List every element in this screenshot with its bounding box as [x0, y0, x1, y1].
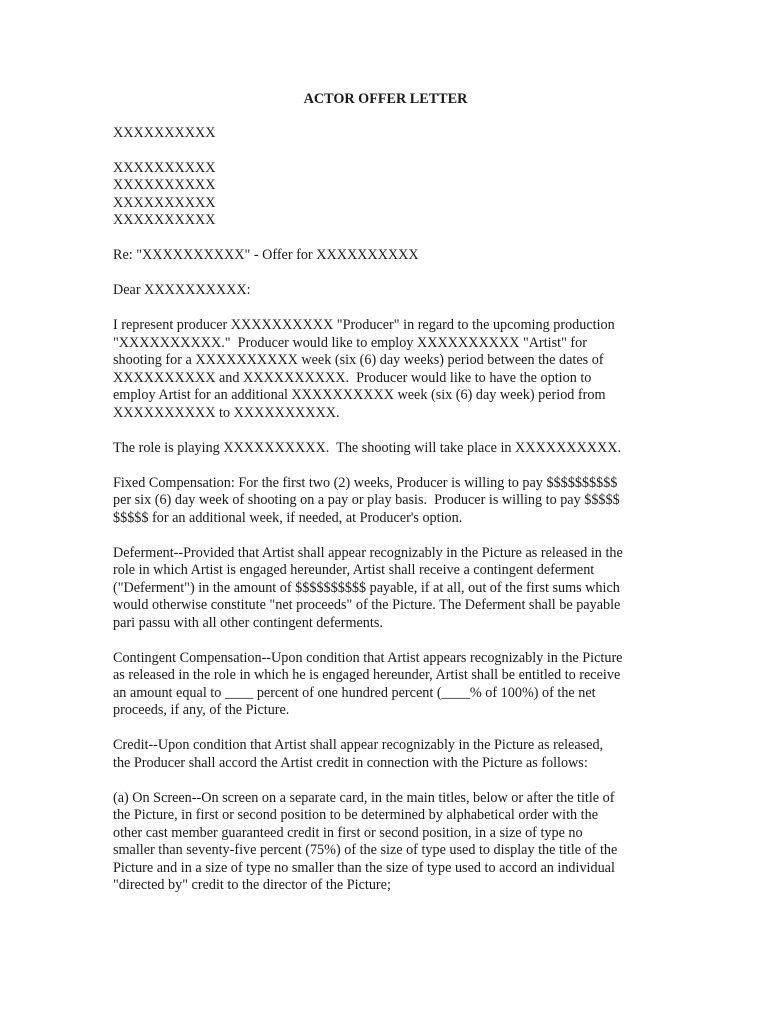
paragraph-line: I represent producer XXXXXXXXXX "Producer" in regard to the upcoming production	[113, 317, 615, 333]
letter-title: ACTOR OFFER LETTER	[303, 91, 468, 107]
paragraph-line: Credit--Upon condition that Artist shall appear recognizably in the Picture as released,	[113, 737, 604, 753]
paragraph-deferment	[113, 545, 658, 633]
paragraph-line: XXXXXXXXXX and XXXXXXXXXX. Producer would like to have the option to	[113, 369, 592, 386]
address-line: XXXXXXXXXX	[113, 159, 216, 176]
paragraph-role	[113, 440, 658, 458]
paragraph-line: would otherwise constitute "net proceeds" of the Picture. The Deferment shall be payable	[113, 597, 621, 613]
paragraph-line: ("Deferment") in the amount of $$$$$$$$$$ payable, if at all, out of the first sums which	[113, 579, 620, 596]
paragraph-credit	[113, 737, 658, 772]
paragraph-fixed-compensation	[113, 475, 658, 528]
paragraph-line: the Producer shall accord the Artist credit in connection with the Picture as follows:	[113, 754, 588, 771]
paragraph-intro	[113, 317, 658, 422]
paragraph-line: role in which Artist is engaged hereunder, Artist shall receive a contingent deferment	[113, 562, 595, 578]
paragraph-line: proceeds, if any, of the Picture.	[113, 702, 290, 718]
re-line	[113, 247, 658, 265]
paragraph-line: Deferment--Provided that Artist shall appear recognizably in the Picture as released in the	[113, 544, 623, 561]
address-line: XXXXXXXXXX	[113, 212, 216, 228]
date-text: XXXXXXXXXX	[113, 124, 216, 141]
paragraph-line: "XXXXXXXXXX." Producer would like to employ XXXXXXXXXX "Artist" for	[113, 334, 587, 351]
paragraph-line: the Picture, in first or second position to be determined by alphabetical order with the	[113, 807, 599, 823]
paragraph-line: Fixed Compensation: For the first two (2) weeks, Producer is willing to pay $$$$$$$$$$	[113, 474, 618, 491]
paragraph-line: Picture and in a size of type no smaller than the size of type used to accord an individual	[113, 859, 615, 876]
recipient-address	[113, 160, 658, 230]
salutation	[113, 282, 658, 300]
salutation-text: Dear XXXXXXXXXX:	[113, 282, 251, 298]
paragraph-contingent-compensation	[113, 650, 658, 720]
paragraph-line: (a) On Screen--On screen on a separate card, in the main titles, below or after the title of	[113, 789, 615, 806]
paragraph-line: shooting for a XXXXXXXXXX week (six (6) day weeks) period between the dates of	[113, 352, 604, 368]
paragraph-line: pari passu with all other contingent deferments.	[113, 614, 383, 631]
re-text: Re: "XXXXXXXXXX" - Offer for XXXXXXXXXX	[113, 247, 419, 263]
paragraph-on-screen-credit	[113, 790, 658, 895]
paragraph-line: as released in the role in which he is engaged hereunder, Artist shall be entitled to receive	[113, 667, 621, 683]
paragraph-line: $$$$$ for an additional week, if needed, at Producer's option.	[113, 509, 463, 526]
date-line	[113, 125, 658, 143]
letter-page	[113, 88, 658, 912]
paragraph-line: Contingent Compensation--Upon condition that Artist appears recognizably in the Picture	[113, 649, 623, 666]
paragraph-line: an amount equal to ____ percent of one hundred percent (____% of 100%) of the net	[113, 684, 596, 701]
address-line: XXXXXXXXXX	[113, 177, 216, 193]
paragraph-line: smaller than seventy-five percent (75%) of the size of type used to display the title of the	[113, 842, 618, 858]
paragraph-line: XXXXXXXXXX to XXXXXXXXXX.	[113, 404, 340, 421]
paragraph-line: employ Artist for an additional XXXXXXXXXX week (six (6) day week) period from	[113, 387, 606, 403]
paragraph-line: per six (6) day week of shooting on a pay or play basis. Producer is willing to pay $$$$$	[113, 492, 620, 508]
paragraph-line: other cast member guaranteed credit in first or second position, in a size of type no	[113, 824, 583, 841]
address-line: XXXXXXXXXX	[113, 194, 216, 211]
paragraph-line: "directed by" credit to the director of the Picture;	[113, 877, 391, 893]
paragraph-line: The role is playing XXXXXXXXXX. The shooting will take place in XXXXXXXXXX.	[113, 439, 622, 456]
